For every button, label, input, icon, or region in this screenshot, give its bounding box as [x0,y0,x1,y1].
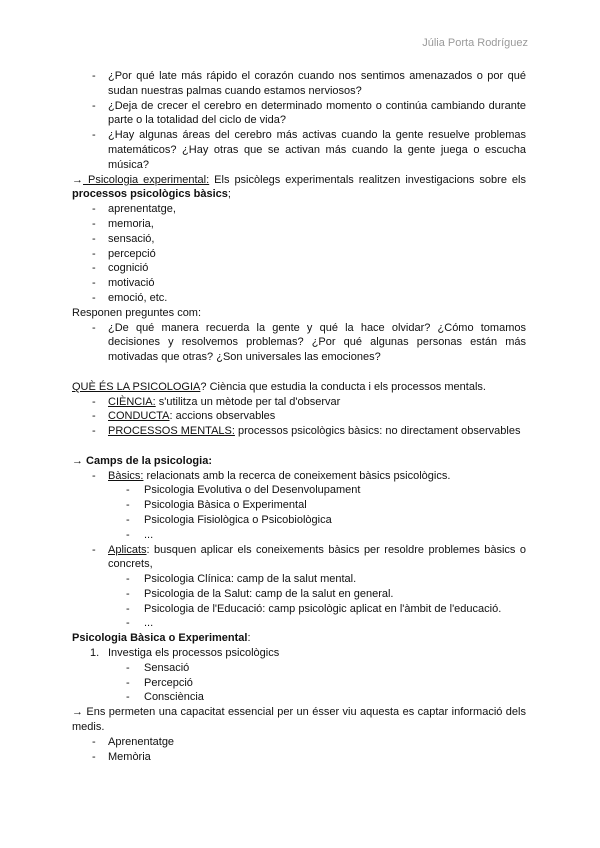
numbered-item [72,646,526,705]
list-item: - percepció [72,247,526,262]
sub-list-item: - Psicologia Bàsica o Experimental [72,498,526,513]
list-item [72,409,526,424]
list-item: - ¿De qué manera recuerda la gente y qué la hace olvidar? ¿Cómo tomamos decisiones y resolvemos problemas? ¿Por qué algunas personas están más motivadas que otras? ¿Son universales las emociones? [72,321,526,365]
basica-colon: : [247,632,251,645]
aplicats-sub-list [72,572,526,631]
responen-text: Responen preguntes com: [72,306,202,319]
document-body [72,69,526,764]
basica-numbered-list [72,646,526,705]
processes-list [72,202,526,306]
item-number: 1. [90,647,100,660]
definitions-list [72,395,526,439]
basics-term: Bàsics: [108,469,144,482]
sub-list-item: - Psicologia Evolutiva o del Desenvolupament [72,483,526,498]
sub-list-item: - Psicologia de l'Educació: camp psicològic aplicat en l'àmbit de l'educació. [72,602,526,617]
sub-list-item: - Sensació [72,661,526,676]
que-es-paragraph [72,380,526,395]
basics-sub-list [72,483,526,542]
experimental-bold: processos psicològics bàsics [72,188,228,201]
experimental-end: ; [227,188,231,201]
sub-list-item: - Psicologia Fisiològica o Psicobiològica [72,513,526,528]
sub-list-item: - Psicologia de la Salut: camp de la salut en general. [72,587,526,602]
aplicats-term: Aplicats [108,543,147,556]
list-item [72,469,526,543]
definition-text: processos psicològics bàsics: no directament observables [234,425,521,438]
que-es-text: ? Ciència que estudia la conducta i els processos mentals. [200,380,486,393]
definition-text: : accions observables [169,410,276,423]
questions-list [72,69,526,173]
basica-title: Psicologia Bàsica o Experimental [72,632,248,645]
definition-text: s'utilitza un mètode per tal d'observar [155,395,341,408]
list-item [72,543,526,632]
experimental-text: Els psicòlegs experimentals realitzen investigacions sobre els [209,173,526,186]
definition-term: PROCESSOS MENTALS: [108,425,235,438]
definition-term: CONDUCTA [108,410,170,423]
list-item: - aprenentatge, [72,202,526,217]
list-item: - Memòria [72,750,526,765]
list-item: - ¿Hay algunas áreas del cerebro más activas cuando la gente resuelve problemas matemáticos? ¿Hay otras que se activan más cuando la gente juega o escucha música? [72,128,526,172]
que-es-title: QUÈ ÉS LA PSICOLOGIA [72,380,201,393]
experimental-paragraph [72,173,526,203]
sub-list-item: - ... [72,528,526,543]
camps-heading [72,454,526,469]
sub-list-item: - Consciència [72,690,526,705]
basics-text: relacionats amb la recerca de coneixement bàsics psicològics. [143,469,451,482]
camps-title: → Camps de la psicologia: [72,454,212,467]
basica-heading [72,631,526,646]
author-name: Júlia Porta Rodríguez [422,37,528,49]
basica-items-list [72,735,526,765]
list-item: - emoció, etc. [72,291,526,306]
definition-term: CIÈNCIA: [108,395,156,408]
list-item: - cognició [72,261,526,276]
list-item: - motivació [72,276,526,291]
sub-list-item: - Percepció [72,676,526,691]
experimental-title: Psicologia experimental: [83,173,210,186]
list-item [72,395,526,410]
list-item: - Aprenentatge [72,735,526,750]
list-item: - sensació, [72,232,526,247]
list-item: - memoria, [72,217,526,232]
experimental-questions [72,321,526,365]
basica-note: → Ens permeten una capacitat essencial per un ésser viu aquesta es captar informació dels medis. [72,706,526,734]
sub-list-item: - Psicologia Clínica: camp de la salut mental. [72,572,526,587]
basica-sub-list [72,661,526,705]
aplicats-text: : busquen aplicar els coneixements bàsics per resoldre problemes bàsics o concrets, [108,543,526,571]
sub-list-item: - ... [72,616,526,631]
list-item: - ¿Por qué late más rápido el corazón cuando nos sentimos amenazados o por qué sudan nuestras palmas cuando estamos nerviosos? [72,69,526,99]
arrow: → [72,173,83,186]
camps-list [72,469,526,632]
list-item [72,424,526,439]
list-item: - ¿Deja de crecer el cerebro en determinado momento o continúa cambiando durante parte o la totalidad del ciclo de vida? [72,99,526,129]
numbered-item-text: Investiga els processos psicològics [108,647,280,660]
